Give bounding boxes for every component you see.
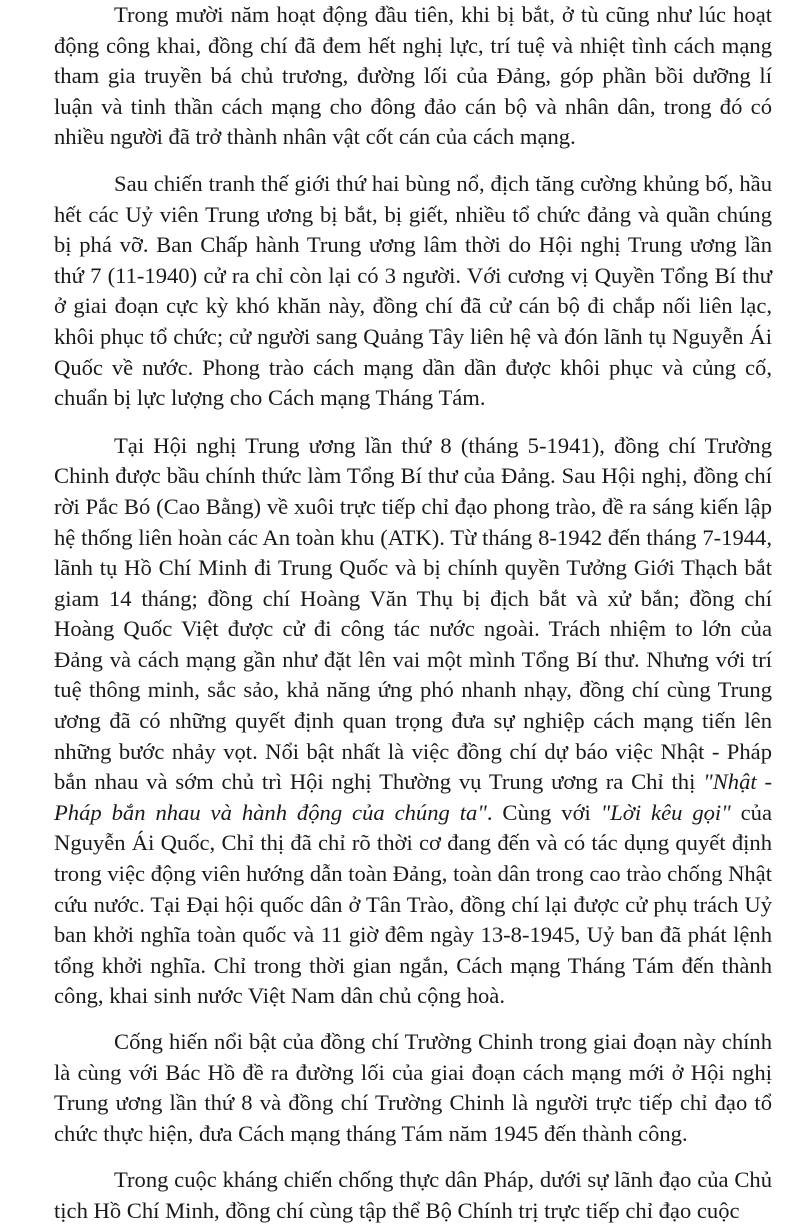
- paragraph-wwii-period: Sau chiến tranh thế giới thứ hai bùng nổ, địch tăng cường khủng bố, hầu hết các Uỷ viên Trung ương bị bắt, bị giết, nhiều tổ chức đảng và quần chúng bị phá vỡ. Ban Chấp hành Trung ương lâm thời do Hội nghị Trung ương lần thứ 7 (11-1940) cử ra chỉ còn lại có 3 người. Với cương vị Quyền Tổng Bí thư ở giai đoạn cực kỳ khó khăn này, đồng chí đã cử cán bộ đi chắp nối liên lạc, khôi phục tổ chức; cử người sang Quảng Tây liên hệ và đón lãnh tụ Nguyễn Ái Quốc về nước. Phong trào cách mạng dần dần được khôi phục và củng cố, chuẩn bị lực lượng cho Cách mạng Tháng Tám.: [54, 170, 772, 411]
- paragraph-text-segment: Tại Hội nghị Trung ương lần thứ 8 (tháng 5-1941), đồng chí Trường Chinh được bầu chính thức làm Tổng Bí thư của Đảng. Sau Hội nghị, đồng chí rời Pắc Bó (Cao Bằng) về xuôi trực tiếp chỉ đạo phong trào, đề ra sáng kiến lập hệ thống liên hoàn các An toàn khu (ATK). Từ tháng 8-1942 đến tháng 7-1944, lãnh tụ Hồ Chí Minh đi Trung Quốc và bị chính quyền Tưởng Giới Thạch bắt giam 14 tháng; đồng chí Hoàng Văn Thụ bị địch bắt và xử bắn; đồng chí Hoàng Quốc Việt được cử đi công tác nước ngoài. Trách nhiệm to lớn của Đảng và cách mạng gần như đặt lên vai một mình Tổng Bí thư. Nhưng với trí tuệ thông minh, sắc sảo, khả năng ứng phó nhanh nhạy, đồng chí cùng Trung ương đã có những quyết định quan trọng đưa sự nghiệp cách mạng tiến lên những bước nhảy vọt. Nổi bật nhất là việc đồng chí dự báo việc Nhật - Pháp bắn nhau và sớm chủ trì Hội nghị Thường vụ Trung ương ra Chỉ thị: [54, 432, 772, 795]
- paragraph-text-segment: của Nguyễn Ái Quốc, Chỉ thị đã chỉ rõ thời cơ đang đến và có tác dụng quyết định trong việc động viên hướng dẫn toàn Đảng, toàn dân trong cao trào chống Nhật cứu nước. Tại Đại hội quốc dân ở Tân Trào, đồng chí lại được cử phụ trách Uỷ ban khởi nghĩa toàn quốc và 11 giờ đêm ngày 13-8-1945, Uỷ ban đã phát lệnh tổng khởi nghĩa. Chỉ trong thời gian ngắn, Cách mạng Tháng Tám đến thành công, khai sinh nước Việt Nam dân chủ cộng hoà.: [54, 799, 772, 1009]
- paragraph-text-segment: . Cùng với: [486, 799, 601, 825]
- document-page: [54, 0, 772, 1223]
- paragraph-contribution: Cống hiến nổi bật của đồng chí Trường Chinh trong giai đoạn này chính là cùng với Bác Hồ đề ra đường lối của giai đoạn cách mạng mới ở Hội nghị Trung ương lần thứ 8 và đồng chí Trường Chinh là người trực tiếp chỉ đạo tổ chức thực hiện, đưa Cách mạng tháng Tám năm 1945 đến thành công.: [54, 1029, 772, 1146]
- paragraph-first-decade: Trong mười năm hoạt động đầu tiên, khi bị bắt, ở tù cũng như lúc hoạt động công khai, đồng chí đã đem hết nghị lực, trí tuệ và nhiệt tình cách mạng tham gia truyền bá chủ trương, đường lối của Đảng, góp phần bồi dưỡng lí luận và tinh thần cách mạng cho đông đảo cán bộ và nhân dân, trong đó có nhiều người đã trở thành nhân vật cốt cán của cách mạng.: [54, 2, 772, 150]
- italic-directive-title: "Nhật - Pháp bắn nhau và hành động của chúng ta": [54, 769, 772, 825]
- paragraph-eighth-plenum: [54, 431, 772, 1012]
- paragraph-resistance-war: Trong cuộc kháng chiến chống thực dân Pháp, dưới sự lãnh đạo của Chủ tịch Hồ Chí Minh, đồng chí cùng tập thể Bộ Chính trị trực tiếp chỉ đạo cuộc: [54, 1167, 772, 1223]
- italic-appeal-title: "Lời kêu gọi": [600, 799, 731, 825]
